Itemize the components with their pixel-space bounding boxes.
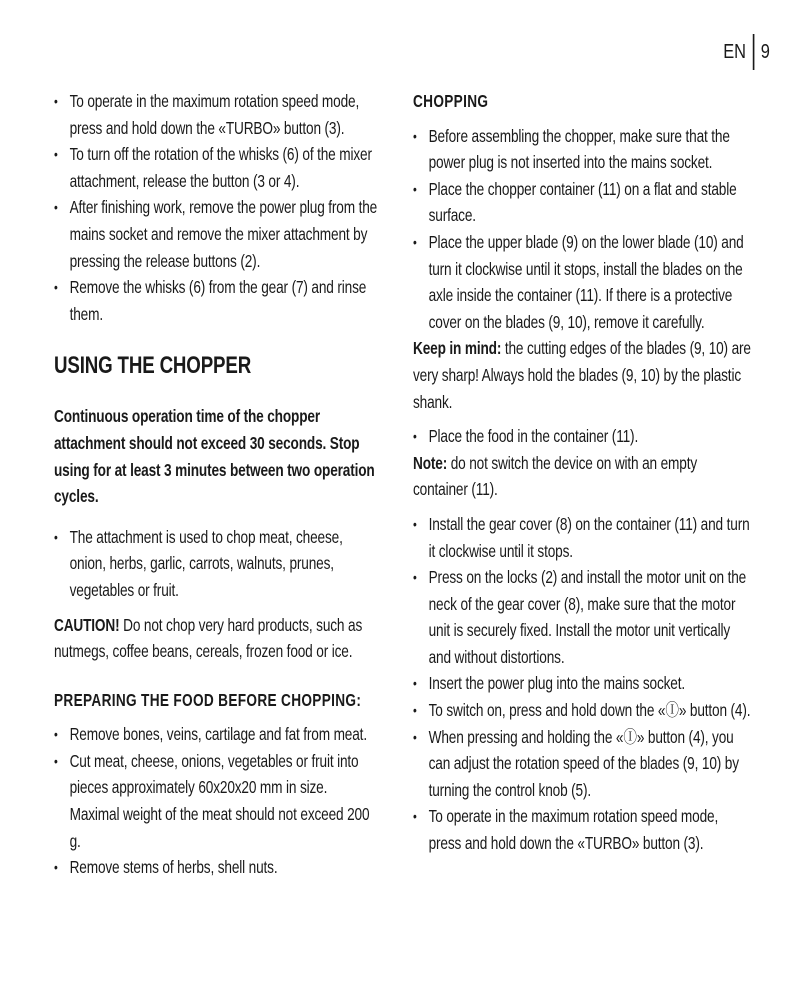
bullet-list (413, 423, 752, 450)
bullet-list (54, 524, 378, 604)
keep-in-mind-paragraph (413, 335, 752, 415)
list-item: • To operate in the maximum rotation speed mode, press and hold down the «TURBO» button (3). (413, 803, 752, 856)
page-number: 9 (760, 40, 770, 63)
list-item: • Remove the whisks (6) from the gear (7) and rinse them. (54, 274, 378, 327)
note-label: Note: (413, 452, 448, 473)
list-item: • Remove bones, veins, cartilage and fat from meat. (54, 721, 378, 748)
keep-in-mind-text: the cutting edges of the blades (9, 10) are very sharp! Always hold the blades (9, 10) by the plastic shank. (413, 338, 751, 412)
note-text: do not switch the device on with an empty container (11). (413, 452, 698, 500)
operation-warning: Continuous operation time of the chopper attachment should not exceed 30 seconds. Stop using for at least 3 minutes between two operation cycles. (54, 406, 375, 507)
note-paragraph (413, 450, 752, 503)
caution-paragraph (54, 612, 378, 665)
caution-label: CAUTION! (54, 614, 120, 635)
bullet-list (413, 511, 752, 857)
list-item: • Place the food in the container (11). (413, 423, 752, 450)
section-title: USING THE CHOPPER (54, 352, 252, 380)
list-item: • The attachment is used to chop meat, cheese, onion, herbs, garlic, carrots, walnuts, prunes, vegetables or fruit. (54, 524, 378, 604)
list-item: • Install the gear cover (8) on the container (11) and turn it clockwise until it stops. (413, 511, 752, 564)
list-item: • Place the chopper container (11) on a flat and stable surface. (413, 176, 752, 229)
right-column (413, 88, 753, 857)
bullet-list (54, 88, 378, 327)
language-code: EN (723, 40, 747, 63)
list-item: • To turn off the rotation of the whisks (6) of the mixer attachment, release the button (3 or 4). (54, 141, 378, 194)
subsection-title: PREPARING THE FOOD BEFORE CHOPPING: (54, 689, 362, 710)
subsection-title: CHOPPING (413, 91, 489, 111)
bullet-list (54, 721, 378, 881)
list-item: • To operate in the maximum rotation speed mode, press and hold down the «TURBO» button (3). (54, 88, 378, 141)
list-item: • After finishing work, remove the power plug from the mains socket and remove the mixer attachment by pressing the release buttons (2). (54, 194, 378, 274)
list-item: • When pressing and holding the «Ⓘ» button (4), you can adjust the rotation speed of the blades (9, 10) by turning the control knob (5). (413, 724, 752, 804)
caution-text: Do not chop very hard products, such as nutmegs, coffee beans, cereals, frozen food or ice. (54, 614, 363, 662)
list-item: • Remove stems of herbs, shell nuts. (54, 854, 378, 881)
list-item: • Cut meat, cheese, onions, vegetables or fruit into pieces approximately 60x20x20 mm in size. Maximal weight of the meat should not exceed 200 g. (54, 748, 378, 854)
bullet-list (413, 123, 752, 336)
keep-in-mind-label: Keep in mind: (413, 338, 502, 359)
left-column (54, 88, 379, 881)
list-item: • Insert the power plug into the mains socket. (413, 670, 752, 697)
list-item: • To switch on, press and hold down the «Ⓘ» button (4). (413, 697, 752, 724)
list-item: • Before assembling the chopper, make sure that the power plug is not inserted into the mains socket. (413, 123, 752, 176)
list-item: • Place the upper blade (9) on the lower blade (10) and turn it clockwise until it stops, install the blades on the axle inside the container (11). If there is a protective cover on the blades (9, 10), remove it carefully. (413, 229, 752, 335)
page-header (723, 34, 770, 70)
list-item: • Press on the locks (2) and install the motor unit on the neck of the gear cover (8), make sure that the motor unit is securely fixed. Install the motor unit vertically and without distortions. (413, 564, 752, 670)
